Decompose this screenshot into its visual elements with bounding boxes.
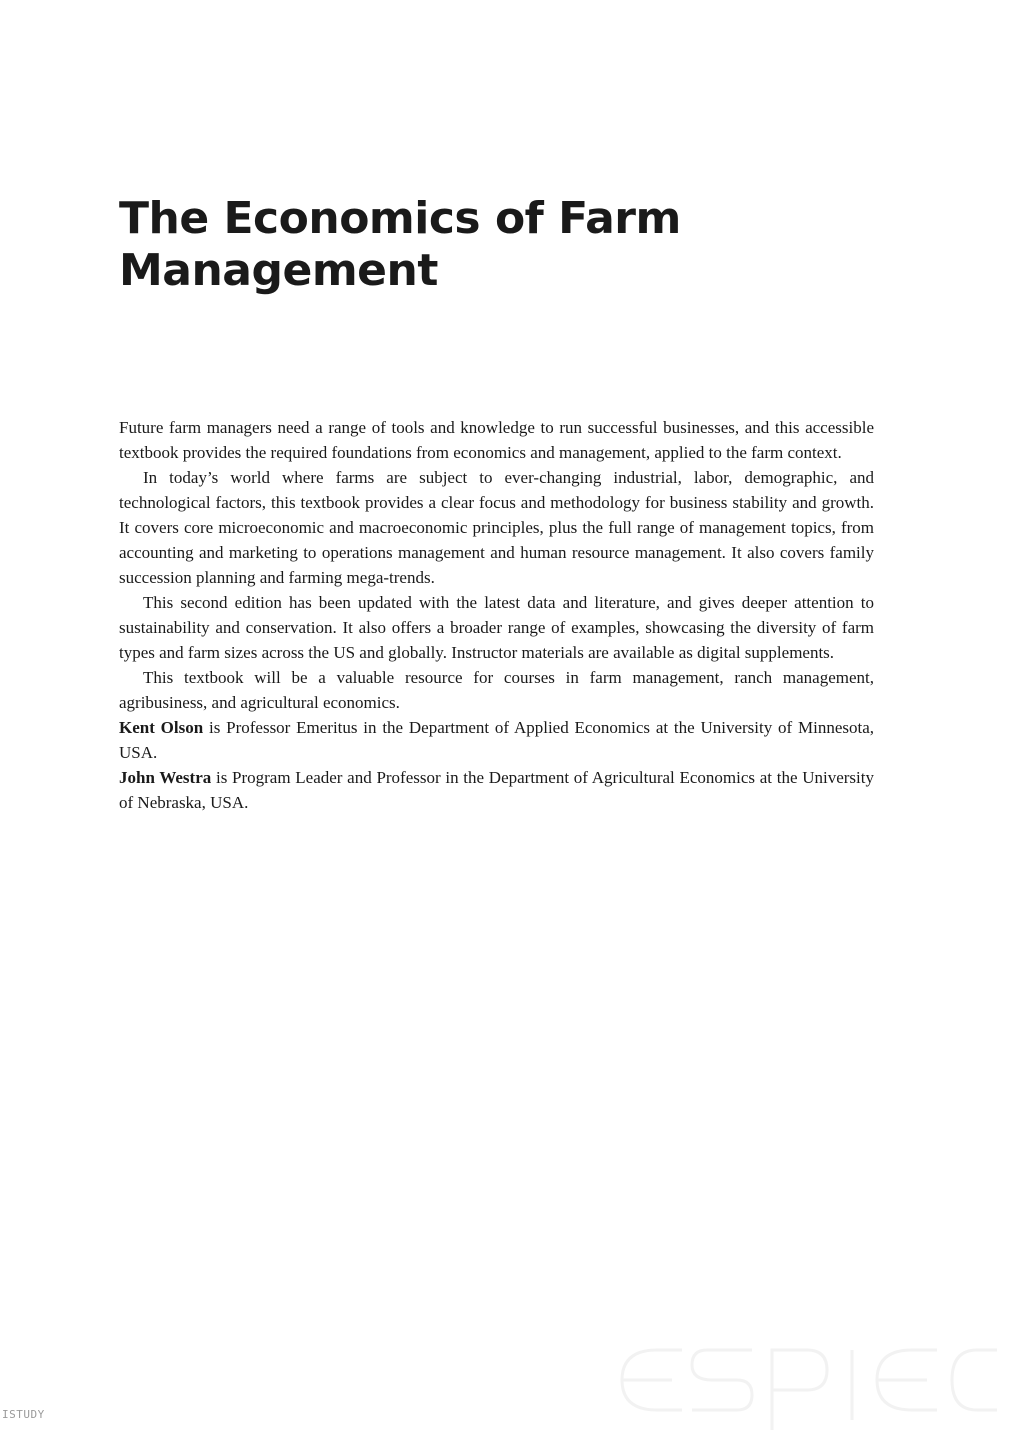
description-paragraph: This textbook will be a valuable resource for courses in farm management, ranch management, agribusiness, and agricultural economics.	[119, 668, 874, 712]
book-title-line-2: Management	[119, 245, 438, 296]
description-paragraph: This second edition has been updated with the latest data and literature, and gives deeper attention to sustainability and conservation. It also offers a broader range of examples, showcasing the diversity of farm types and farm sizes across the US and globally. Instructor materials are available as digital supplements.	[119, 593, 874, 662]
author-bio	[119, 765, 874, 815]
author-bio	[119, 715, 874, 765]
watermark: ISTUDY	[2, 1408, 45, 1421]
book-title	[119, 193, 879, 297]
description-paragraph: Future farm managers need a range of tools and knowledge to run successful businesses, and this accessible textbook provides the required foundations from economics and management, applied to the farm context.	[119, 418, 874, 462]
faint-outline-logo-icon	[612, 1340, 1002, 1440]
author-bio-text: is Professor Emeritus in the Department of Applied Economics at the University of Minnesota, USA.	[119, 718, 874, 762]
description-paragraph: In today’s world where farms are subject to ever-changing industrial, labor, demographic, and technological factors, this textbook provides a clear focus and methodology for business stability and growth. It covers core microeconomic and macroeconomic principles, plus the full range of management topics, from accounting and marketing to operations management and human resource management. It also covers family succession planning and farming mega-trends.	[119, 468, 874, 587]
book-title-line-1: The Economics of Farm	[119, 193, 681, 244]
author-name: Kent Olson	[119, 718, 204, 737]
author-bio-text: is Program Leader and Professor in the Department of Agricultural Economics at the University of Nebraska, USA.	[119, 768, 874, 812]
book-description	[119, 415, 874, 815]
author-name: John Westra	[119, 768, 212, 787]
